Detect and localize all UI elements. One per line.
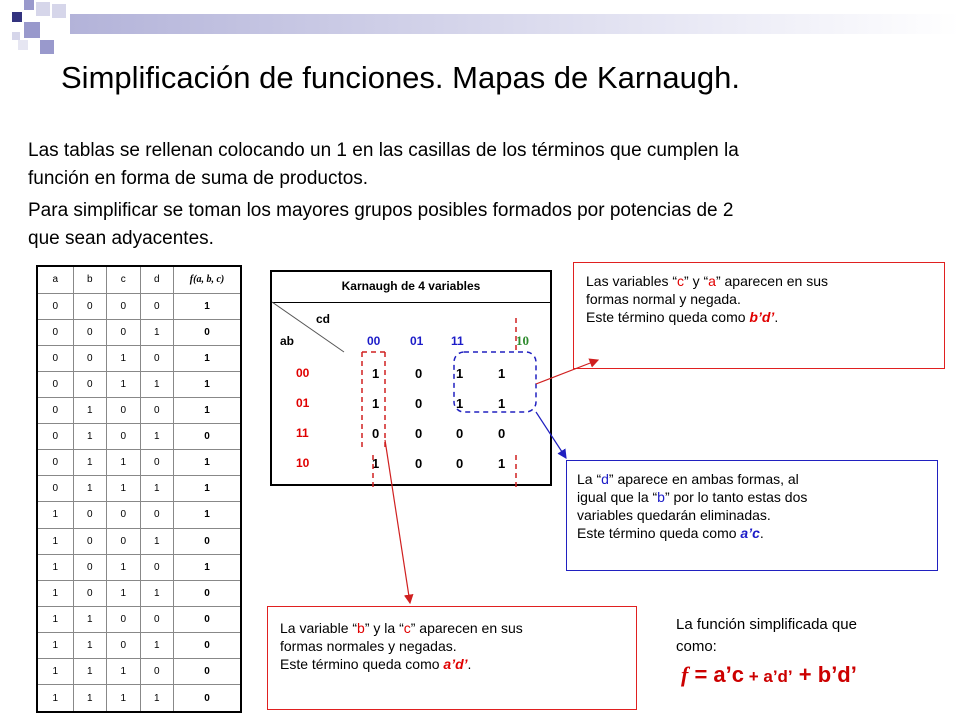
note-line: formas normal y negada.	[586, 291, 741, 307]
cell-input: 1	[37, 554, 73, 580]
cell-input: 1	[73, 632, 106, 658]
cell-input: 1	[140, 528, 174, 554]
cell-input: 0	[37, 450, 73, 476]
cell-f: 0	[174, 685, 242, 712]
note-line: formas normales y negadas.	[280, 638, 457, 654]
karnaugh-col-label: 00	[367, 334, 381, 348]
note-line: variables quedarán eliminadas.	[577, 507, 771, 523]
cell-input: 1	[37, 606, 73, 632]
karnaugh-row-var: ab	[280, 334, 295, 348]
cell-input: 1	[107, 450, 140, 476]
karnaugh-cell: 1	[498, 396, 506, 411]
cell-input: 0	[73, 345, 106, 371]
karnaugh-col-label: 10	[516, 333, 529, 348]
note-line: Este término queda como a’d’.	[280, 656, 472, 672]
cell-f: 0	[174, 580, 242, 606]
term-ac: a’c	[713, 662, 744, 687]
cell-input: 0	[37, 293, 73, 319]
note-line: La “d” aparece en ambas formas, al	[577, 471, 799, 487]
final-intro-line: como:	[676, 638, 717, 655]
cell-input: 0	[37, 476, 73, 502]
cell-input: 0	[107, 319, 140, 345]
plus-sign: +	[792, 662, 818, 687]
karnaugh-row-label: 00	[296, 366, 310, 380]
note-line: Este término queda como a’c.	[577, 525, 764, 541]
cell-input: 1	[107, 685, 140, 712]
cell-input: 1	[37, 685, 73, 712]
cell-input: 0	[140, 659, 174, 685]
cell-input: 1	[107, 371, 140, 397]
cell-f: 1	[174, 450, 242, 476]
note-line: Este término queda como b’d’.	[586, 309, 779, 325]
cell-input: 0	[140, 293, 174, 319]
cell-input: 0	[140, 345, 174, 371]
cell-input: 1	[37, 659, 73, 685]
cell-input: 0	[140, 398, 174, 424]
cell-input: 1	[140, 319, 174, 345]
cell-f: 0	[174, 632, 242, 658]
equals-sign: =	[688, 662, 714, 687]
header-c: c	[107, 266, 140, 293]
header-a: a	[37, 266, 73, 293]
cell-f: 0	[174, 659, 242, 685]
final-intro-line: La función simplificada que	[676, 616, 857, 633]
karnaugh-cell: 1	[456, 396, 464, 411]
cell-f: 0	[174, 606, 242, 632]
cell-input: 1	[140, 424, 174, 450]
cell-f: 1	[174, 398, 242, 424]
cell-input: 0	[73, 502, 106, 528]
term-bd: b’d’	[817, 662, 857, 687]
cell-input: 1	[73, 398, 106, 424]
header-d: d	[140, 266, 174, 293]
karnaugh-title: Karnaugh de 4 variables	[272, 272, 550, 303]
cell-f: 0	[174, 424, 242, 450]
paragraph-line: Para simplificar se toman los mayores grupos posibles formados por potencias de 2	[28, 200, 734, 221]
cell-input: 0	[107, 632, 140, 658]
term-ad: a’d’	[763, 667, 793, 686]
cell-f: 1	[174, 476, 242, 502]
karnaugh-cell: 1	[498, 366, 506, 381]
paragraph-line: Las tablas se rellenan colocando un 1 en las casillas de los términos que cumplen la	[28, 140, 739, 161]
cell-input: 1	[140, 580, 174, 606]
cell-input: 1	[107, 580, 140, 606]
cell-input: 0	[140, 502, 174, 528]
karnaugh-cell: 1	[498, 456, 506, 471]
cell-input: 1	[140, 476, 174, 502]
karnaugh-col-var: cd	[316, 312, 331, 326]
cell-input: 0	[140, 450, 174, 476]
cell-input: 1	[140, 371, 174, 397]
cell-input: 0	[73, 293, 106, 319]
cell-input: 0	[73, 319, 106, 345]
cell-input: 1	[73, 685, 106, 712]
cell-input: 1	[107, 345, 140, 371]
cell-input: 1	[73, 424, 106, 450]
cell-input: 1	[37, 632, 73, 658]
arrow-to-ac-note	[536, 412, 566, 458]
cell-input: 0	[107, 502, 140, 528]
karnaugh-cell: 0	[415, 456, 423, 471]
karnaugh-cell: 0	[456, 456, 464, 471]
karnaugh-cell: 1	[456, 366, 464, 381]
header-f: f(a, b, c)	[174, 266, 242, 293]
karnaugh-cell: 0	[372, 426, 380, 441]
function-symbol: f	[681, 662, 689, 687]
cell-input: 0	[107, 398, 140, 424]
header-b: b	[73, 266, 106, 293]
cell-input: 1	[140, 632, 174, 658]
karnaugh-cell: 1	[372, 396, 380, 411]
paragraph-line: que sean adyacentes.	[28, 228, 214, 249]
cell-input: 0	[37, 371, 73, 397]
cell-input: 0	[107, 606, 140, 632]
cell-input: 0	[140, 606, 174, 632]
karnaugh-col-label: 11	[451, 334, 464, 348]
cell-input: 0	[140, 554, 174, 580]
cell-f: 0	[174, 319, 242, 345]
karnaugh-row-label: 01	[296, 396, 310, 410]
note-line: igual que la “b” por lo tanto estas dos	[577, 489, 808, 505]
karnaugh-cell: 0	[498, 426, 506, 441]
note-line: La variable “b” y la “c” aparecen en sus	[280, 620, 523, 636]
cell-input: 0	[107, 293, 140, 319]
paragraph-line: función en forma de suma de productos.	[28, 168, 369, 189]
cell-input: 1	[73, 450, 106, 476]
cell-f: 1	[174, 502, 242, 528]
cell-f: 1	[174, 554, 242, 580]
cell-input: 0	[73, 371, 106, 397]
cell-f: 0	[174, 528, 242, 554]
cell-f: 1	[174, 293, 242, 319]
cell-f: 1	[174, 371, 242, 397]
karnaugh-row-label: 10	[296, 456, 310, 470]
cell-input: 0	[73, 580, 106, 606]
cell-input: 1	[73, 476, 106, 502]
karnaugh-cell: 0	[415, 426, 423, 441]
cell-input: 0	[37, 319, 73, 345]
cell-input: 1	[73, 606, 106, 632]
note-line: Las variables “c” y “a” aparecen en sus	[586, 273, 829, 289]
group-ac	[454, 352, 536, 412]
cell-input: 1	[107, 554, 140, 580]
karnaugh-cell: 0	[456, 426, 464, 441]
cell-input: 0	[73, 528, 106, 554]
karnaugh-cell: 0	[415, 396, 423, 411]
karnaugh-cell: 1	[372, 366, 380, 381]
cell-input: 0	[37, 424, 73, 450]
karnaugh-row-label: 11	[296, 426, 309, 440]
cell-input: 0	[73, 554, 106, 580]
cell-f: 1	[174, 345, 242, 371]
cell-input: 1	[37, 502, 73, 528]
cell-input: 1	[107, 476, 140, 502]
slide-title: Simplificación de funciones. Mapas de Karnaugh.	[61, 60, 740, 95]
karnaugh-col-label: 01	[410, 334, 424, 348]
plus-sign: +	[744, 667, 764, 686]
cell-input: 0	[107, 528, 140, 554]
cell-input: 0	[37, 345, 73, 371]
cell-input: 1	[140, 685, 174, 712]
cell-input: 1	[37, 528, 73, 554]
cell-input: 1	[107, 659, 140, 685]
cell-input: 1	[37, 580, 73, 606]
cell-input: 0	[107, 424, 140, 450]
cell-input: 1	[73, 659, 106, 685]
karnaugh-cell: 0	[415, 366, 423, 381]
karnaugh-cell: 1	[372, 456, 380, 471]
cell-input: 0	[37, 398, 73, 424]
arrow-to-ad-note	[385, 440, 410, 603]
arrow-to-bd-note	[536, 360, 598, 384]
